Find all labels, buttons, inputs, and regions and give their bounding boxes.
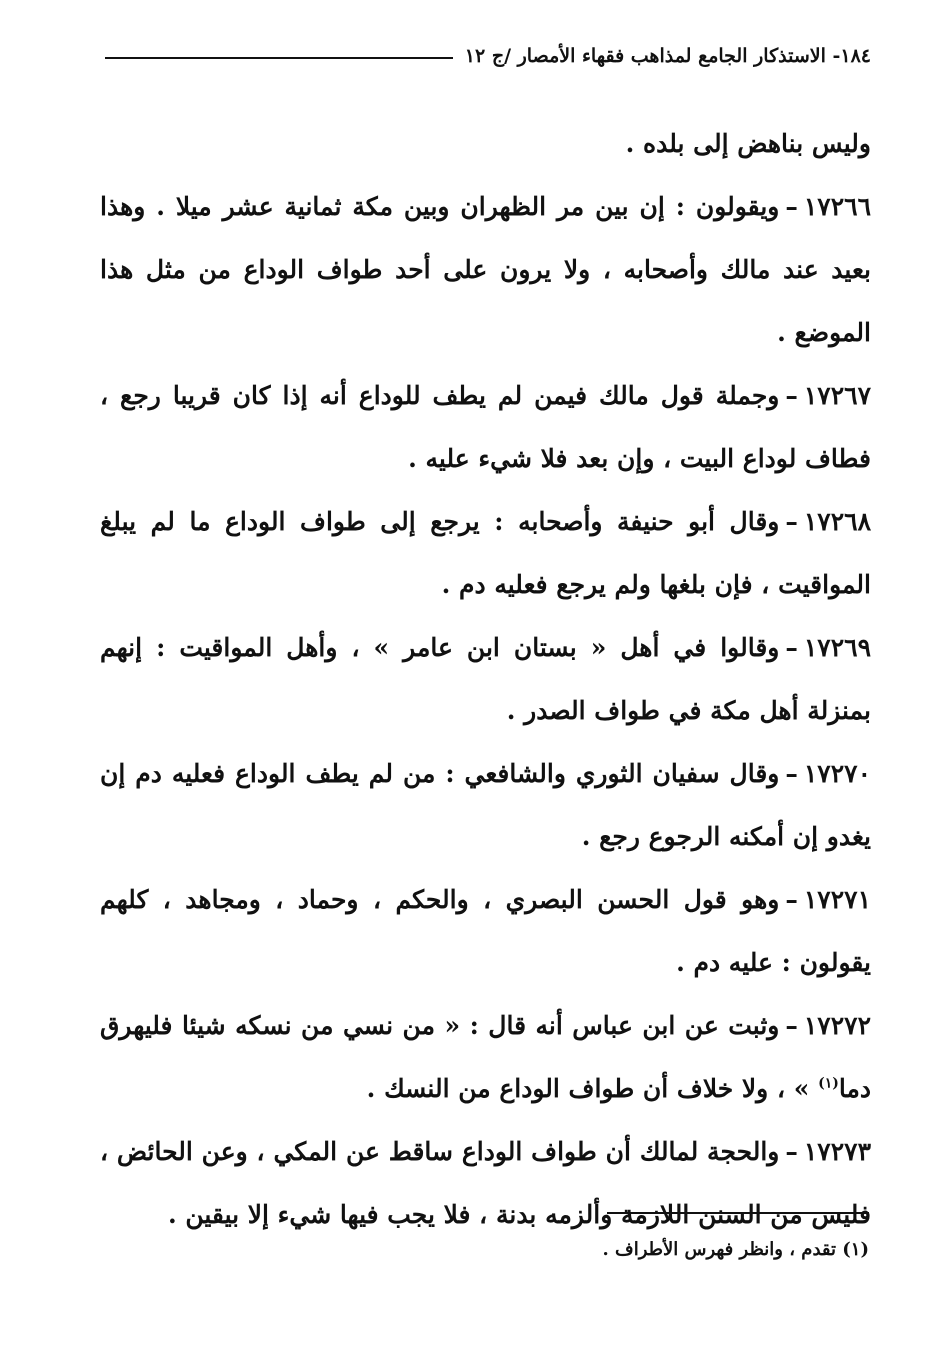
paragraph-number: ١٧٢٧١ xyxy=(803,885,871,914)
number-separator: – xyxy=(785,381,798,410)
number-separator: – xyxy=(785,885,798,914)
paragraph-text: ويقولون : إن بين مر الظهران وبين مكة ثمانية عشر ميلا . وهذا بعيد عند مالك وأصحابه ، ولا يرون على أحد طواف الوداع من مثل هذا الموضع . xyxy=(100,192,871,347)
paragraph-number: ١٧٢٧٠ xyxy=(803,759,871,788)
paragraph-text: وثبت عن ابن عباس أنه قال : « من نسي من نسكه شيئا فليهرق دما xyxy=(100,1011,871,1103)
paragraph-text-continued: » ، ولا خلاف أن طواف الوداع من النسك . xyxy=(366,1074,819,1103)
paragraph-text: وجملة قول مالك فيمن لم يطف للوداع أنه إذا كان قريبا رجع ، فطاف لوداع البيت ، وإن بعد فلا شيء عليه . xyxy=(100,381,871,473)
number-separator: – xyxy=(785,1137,798,1166)
paragraph-17273 xyxy=(100,1120,871,1246)
running-title: ١٨٤- الاستذكار الجامع لمذاهب فقهاء الأمصار /ج ١٢ xyxy=(464,45,871,67)
paragraph-number: ١٧٢٦٧ xyxy=(803,381,871,410)
number-separator: – xyxy=(785,759,798,788)
number-separator: – xyxy=(785,192,798,221)
paragraph-17271 xyxy=(100,868,871,994)
footnote-text: (١) تقدم ، وانظر فهرس الأطراف . xyxy=(602,1239,869,1260)
paragraph-17267 xyxy=(100,364,871,490)
paragraph-text: وقال سفيان الثوري والشافعي : من لم يطف الوداع فعليه دم إن يغدو إن أمكنه الرجوع رجع . xyxy=(100,759,871,851)
paragraph-number: ١٧٢٦٩ xyxy=(803,633,871,662)
paragraph-text: وقال أبو حنيفة وأصحابه : يرجع إلى طواف الوداع ما لم يبلغ المواقيت ، فإن بلغها ولم يرجع فعليه دم . xyxy=(100,507,871,599)
footnote-reference[interactable]: (١) xyxy=(818,1075,839,1092)
paragraph-text: وقالوا في أهل « بستان ابن عامر » ، وأهل المواقيت : إنهم بمنزلة أهل مكة في طواف الصدر . xyxy=(100,633,871,725)
paragraph-number: ١٧٢٦٨ xyxy=(803,507,871,536)
number-separator: – xyxy=(785,1011,798,1040)
paragraph-17270 xyxy=(100,742,871,868)
paragraph-number: ١٧٢٧٢ xyxy=(803,1011,871,1040)
paragraph-number: ١٧٢٦٦ xyxy=(803,192,871,221)
paragraph-text: وليس بناهض إلى بلده . xyxy=(625,129,871,158)
paragraph-17269 xyxy=(100,616,871,742)
header-rule xyxy=(105,57,453,59)
main-text xyxy=(100,112,871,1246)
footnote-rule xyxy=(607,1212,869,1214)
paragraph-text: والحجة لمالك أن طواف الوداع ساقط عن المكي ، وعن الحائض ، فليس من السنن اللازمة وألزمه بدنة ، فلا يجب فيها شيء إلا بيقين . xyxy=(100,1137,871,1229)
footnote xyxy=(100,1230,869,1270)
number-separator: – xyxy=(785,633,798,662)
paragraph-text: وهو قول الحسن البصري ، والحكم ، وحماد ، ومجاهد ، كلهم يقولون : عليه دم . xyxy=(100,885,871,977)
paragraph-17268 xyxy=(100,490,871,616)
paragraph-17272 xyxy=(100,994,871,1120)
page-header xyxy=(105,38,871,74)
paragraph-number: ١٧٢٧٣ xyxy=(803,1137,871,1166)
paragraph-continuation xyxy=(100,112,871,175)
paragraph-17266 xyxy=(100,175,871,364)
number-separator: – xyxy=(785,507,798,536)
